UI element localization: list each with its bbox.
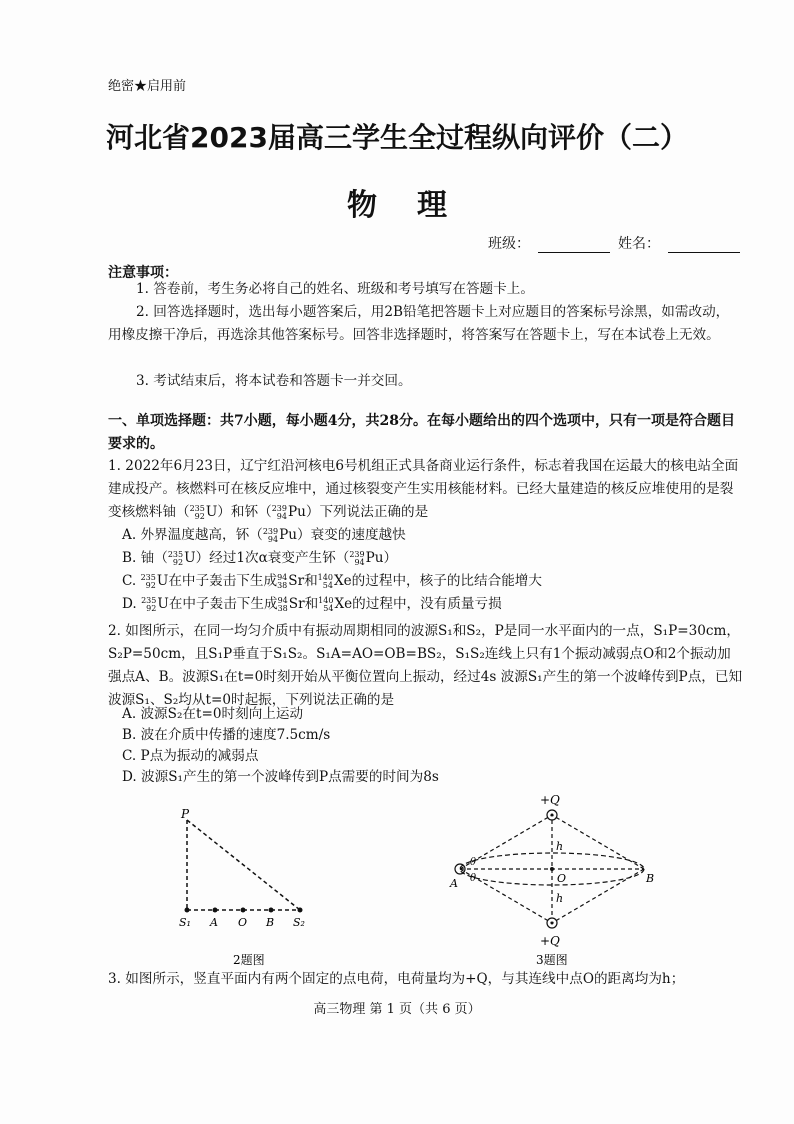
q1-stem-text-b: U）和钚（ <box>205 504 272 520</box>
s2-point <box>298 908 303 913</box>
q2-option-a: A. 波源S₂在t=0时刻向上运动 <box>122 706 304 722</box>
label-s2: S₂ <box>293 916 305 929</box>
confidential-mark: 绝密★启用前 <box>108 79 187 94</box>
q1-option-b: B. 铀（ 235 92 U）经过1次α衰变产生钚（ 239 94 Pu） <box>122 549 398 567</box>
label-o: O <box>238 916 248 929</box>
notice-item-2: 2. 回答选择题时，选出每小题答案后，用2B铅笔把答题卡上对应题目的答案标号涂黑，如需改动，用橡皮擦干净后，再选涂其他答案标号。回答非选择题时，将答案写在答题卡上，写在本试卷上无效。 <box>108 304 730 343</box>
fig3-label-h-bottom: h <box>556 892 564 905</box>
q2-option-c: C. P点为振动的减弱点 <box>122 748 259 764</box>
fig3-label-theta-bottom: θ <box>470 873 477 884</box>
q1-stem-text: 1. 2022年6月23日，辽宁红沿河核电6号机组正式具备商业运行条件，标志着我国在运最大的核电站全面建成投产。核燃料可在核反应堆中，通过核裂变产生实用核能材料。已经大量建造的核反应堆使用的是裂变核燃料铀（ <box>108 458 739 520</box>
q1-option-d: D. 235 92 U在中子轰击下生成 94 38 Sr和 140 54 Xe的过程中，没有质量亏损 <box>122 595 502 613</box>
fig3-label-b: B <box>646 872 655 885</box>
name-blank[interactable] <box>668 238 740 253</box>
class-label: 班级： <box>488 236 530 252</box>
label-p: P <box>181 807 190 821</box>
section-heading: 一、单项选择题：共7小题，每小题4分，共28分。在每小题给出的四个选项中，只有一项是符合题目要求的。 <box>108 413 735 452</box>
top-charge-label: +Q <box>540 793 560 807</box>
notice-item-1: 1. 答卷前，考生务必将自己的姓名、班级和考号填写在答题卡上。 <box>136 281 534 297</box>
class-blank[interactable] <box>538 238 610 253</box>
q1-option-c: C. 235 92 U在中子轰击下生成 94 38 Sr和 140 54 Xe的过程中，核子的比结合能增大 <box>122 572 542 590</box>
notice-item-3: 3. 考试结束后，将本试卷和答题卡一并交回。 <box>136 373 412 389</box>
fig3-label-theta-top: θ <box>470 857 477 868</box>
fig3-label-o: O <box>557 872 567 885</box>
point-o <box>550 867 554 871</box>
label-s1: S₁ <box>179 916 191 929</box>
figure-3 <box>440 790 670 972</box>
label-b: B <box>266 916 275 929</box>
s2p-line <box>187 820 300 910</box>
pu-nuclide: 239 94 <box>271 503 287 521</box>
name-label: 姓名： <box>618 236 660 252</box>
bottom-charge-label: +Q <box>540 934 560 948</box>
figure-2 <box>165 800 335 970</box>
u-nuclide: 235 92 <box>189 503 205 521</box>
q2-option-b: B. 波在介质中传播的速度7.5cm/s <box>122 727 331 743</box>
figure-2-caption: 2题图 <box>233 953 265 967</box>
notice-heading: 注意事项： <box>108 265 178 281</box>
fig3-label-h-top: h <box>556 840 564 853</box>
student-info-line <box>488 233 740 253</box>
a-point <box>213 908 218 913</box>
exam-title: 河北省2023届高三学生全过程纵向评价（二） <box>106 121 688 154</box>
fig3-label-a: A <box>450 877 458 890</box>
figure-3-caption: 3题图 <box>536 953 568 967</box>
b-point <box>269 908 274 913</box>
label-a: A <box>210 916 218 929</box>
page-footer: 高三物理 第 1 页（共 6 页） <box>313 1002 481 1017</box>
s1-point <box>185 908 190 913</box>
question-2-stem: 2. 如图所示，在同一均匀介质中有振动周期相同的波源S₁和S₂，P是同一水平面内的一点，S₁P=30cm，S₂P=50cm，且S₁P垂直于S₁S₂。S₁A=AO=OB=BS₂，S₁S₂连线上只有1个振动减弱点O和2个振动加强点A、B。波源S₁在t=0时刻开始从平衡位置向上振动，经过4s 波源S₁产生的第一个波峰传到P点，已知波源S₁、S₂均从t=0时起振，下列说法正确的是 <box>108 623 743 708</box>
q1-stem-text-c: Pu）下列说法正确的是 <box>287 504 429 520</box>
question-3-stem: 3. 如图所示，竖直平面内有两个固定的点电荷，电荷量均为+Q，与其连线中点O的距离均为h； <box>108 971 685 987</box>
o-point <box>241 908 246 913</box>
question-1-stem <box>108 455 744 524</box>
q2-option-d: D. 波源S₁产生的第一个波峰传到P点需要的时间为8s <box>122 769 439 785</box>
subject-title: 物理 <box>347 188 487 223</box>
q1-option-a: A. 外界温度越高，钚（ 239 94 Pu）衰变的速度越快 <box>122 526 406 544</box>
